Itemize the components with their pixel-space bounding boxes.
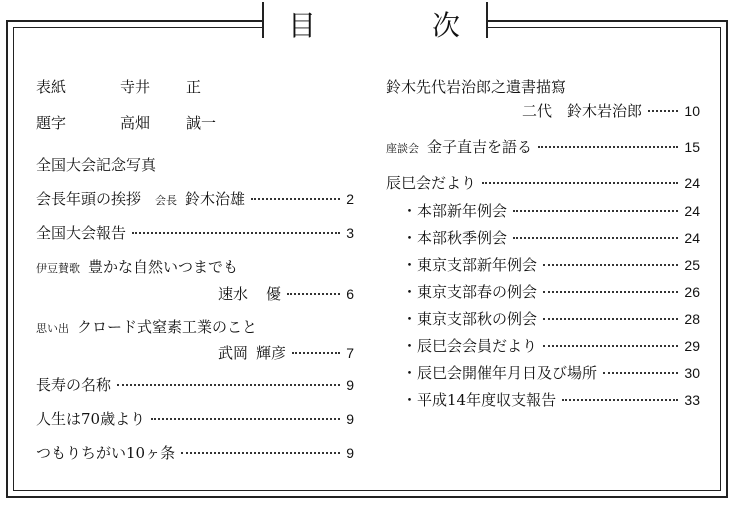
toc-title: ・辰巳会会員だより <box>402 337 538 355</box>
leader-dots <box>543 264 678 266</box>
toc-sub-item <box>402 254 700 276</box>
credit-cover-name-b: 正 <box>186 78 202 96</box>
toc-entry-memory-title <box>36 316 354 338</box>
toc-sub-item <box>402 281 700 303</box>
toc-sub-item <box>402 308 700 330</box>
page-number: 9 <box>346 411 354 427</box>
toc-title: ・平成14年度収支報告 <box>402 391 557 409</box>
toc-author-a: 速水 <box>218 285 249 303</box>
page-number: 28 <box>684 311 700 327</box>
leader-dots <box>543 291 678 293</box>
toc-sub-item <box>402 362 700 384</box>
toc-category: 座談会 <box>386 142 419 155</box>
toc-entry-report <box>36 222 354 244</box>
toc-title: クロード式窒素工業のこと <box>77 318 258 336</box>
toc-author-b: 優 <box>266 285 282 303</box>
toc-author-b: 輝彦 <box>256 344 287 362</box>
toc-title: 全国大会報告 <box>36 224 127 242</box>
toc-sub-item <box>402 200 700 222</box>
toc-sub-item <box>402 335 700 357</box>
title-box <box>262 2 488 42</box>
toc-title: ・東京支部春の例会 <box>402 283 538 301</box>
title-char-2: 次 <box>432 9 461 42</box>
title-char-1: 目 <box>288 9 319 42</box>
toc-category: 伊豆賛歌 <box>36 262 80 275</box>
toc-entry-suzuki-author <box>522 100 700 122</box>
page-number: 6 <box>346 286 354 302</box>
page-number: 7 <box>346 345 354 361</box>
credit-cover-name-a: 寺井 <box>120 78 151 96</box>
leader-dots <box>543 318 678 320</box>
toc-title: 金子直吉を語る <box>427 138 533 156</box>
toc-entry-tsumori <box>36 442 354 464</box>
toc-category: 思い出 <box>36 322 69 335</box>
page-number: 9 <box>346 377 354 393</box>
page-number: 24 <box>684 175 700 191</box>
leader-dots <box>251 198 340 200</box>
leader-dots <box>543 345 678 347</box>
page-number: 26 <box>684 284 700 300</box>
leader-dots <box>562 399 678 401</box>
page-number: 25 <box>684 257 700 273</box>
credit-calligraphy-label: 題字 <box>36 114 67 132</box>
page-number: 33 <box>684 392 700 408</box>
page-number: 9 <box>346 445 354 461</box>
toc-author: 鈴木治雄 <box>185 190 246 208</box>
page-number: 2 <box>346 191 354 207</box>
page-number: 30 <box>684 365 700 381</box>
toc-entry-longevity <box>36 374 354 396</box>
toc-entry-seventy <box>36 408 354 430</box>
toc-title: 人生は70歳より <box>36 410 146 428</box>
leader-dots <box>513 237 678 239</box>
leader-dots <box>181 452 340 454</box>
page-number: 15 <box>684 139 700 155</box>
toc-entry-izu-title <box>36 256 354 278</box>
page-number: 24 <box>684 203 700 219</box>
leader-dots <box>513 210 678 212</box>
page-number: 24 <box>684 230 700 246</box>
toc-entry-memory-author <box>218 342 354 364</box>
leader-dots <box>538 146 678 148</box>
toc-entry-greeting <box>36 188 354 210</box>
page-number: 3 <box>346 225 354 241</box>
leader-dots <box>482 182 678 184</box>
leader-dots <box>648 110 678 112</box>
toc-photos: 全国大会記念写真 <box>36 156 157 174</box>
leader-dots <box>151 418 340 420</box>
toc-title: 辰巳会だより <box>386 174 477 192</box>
toc-title: ・本部新年例会 <box>402 202 508 220</box>
toc-role: 会長 <box>155 194 178 207</box>
toc-entry-suzuki-title: 鈴木先代岩治郎之遺書描寫 <box>386 78 567 96</box>
toc-title: ・本部秋季例会 <box>402 229 508 247</box>
toc-sub-item <box>402 227 700 249</box>
toc-title: 会長年頭の挨拶 <box>36 190 142 208</box>
credit-cover-label: 表紙 <box>36 78 67 96</box>
toc-title: つもりちがい10ヶ条 <box>36 444 176 462</box>
leader-dots <box>117 384 340 386</box>
toc-entry-tatsumi <box>386 172 700 194</box>
toc-author-a: 武岡 <box>218 344 249 362</box>
toc-entry-zadankai <box>386 136 700 158</box>
leader-dots <box>287 293 340 295</box>
toc-entry-izu-author <box>218 283 354 305</box>
toc-title: 豊かな自然いつまでも <box>88 258 239 276</box>
toc-title: ・東京支部秋の例会 <box>402 310 538 328</box>
page-number: 10 <box>684 103 700 119</box>
leader-dots <box>292 352 340 354</box>
credit-calligraphy-name-b: 誠一 <box>186 114 217 132</box>
toc-title: 長寿の名称 <box>36 376 112 394</box>
leader-dots <box>132 232 340 234</box>
toc-author: 二代 鈴木岩治郎 <box>522 102 643 120</box>
toc-sub-item <box>402 389 700 411</box>
page-number: 29 <box>684 338 700 354</box>
leader-dots <box>603 372 678 374</box>
toc-title: ・東京支部新年例会 <box>402 256 538 274</box>
credit-calligraphy-name-a: 高畑 <box>120 114 151 132</box>
toc-title: ・辰巳会開催年月日及び場所 <box>402 364 598 382</box>
